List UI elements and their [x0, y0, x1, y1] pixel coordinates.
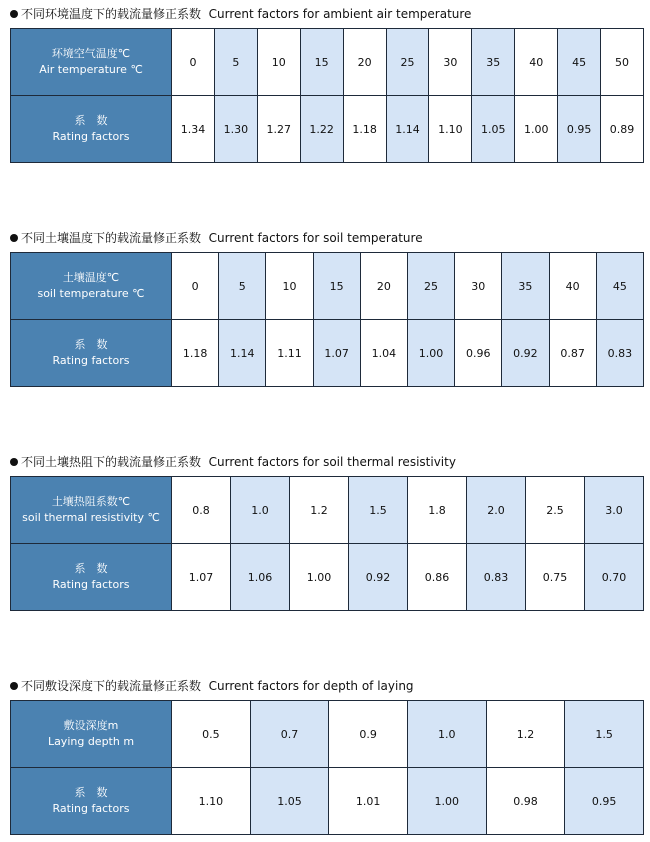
table-cell: 1.34 [172, 96, 215, 163]
table-cell: 0.5 [172, 701, 251, 768]
table-cell: 1.8 [408, 477, 467, 544]
table-cell: 0.83 [596, 320, 643, 387]
row-header-cn: 敷设深度m [63, 719, 119, 732]
table-cell: 1.22 [300, 96, 343, 163]
parameter-row [11, 701, 644, 768]
table-cell: 40 [515, 29, 558, 96]
table-cell: 10 [257, 29, 300, 96]
table-cell: 35 [502, 253, 549, 320]
factor-table-section [10, 5, 644, 163]
table-cell: 0.83 [467, 544, 526, 611]
row-header-cn: 系 数 [74, 786, 108, 799]
table-cell: 15 [313, 253, 360, 320]
factor-table-section [10, 453, 644, 611]
row-header [11, 96, 172, 163]
rating-factor-row [11, 320, 644, 387]
table-cell: 1.27 [257, 96, 300, 163]
table-cell: 50 [601, 29, 644, 96]
table-cell: 2.0 [467, 477, 526, 544]
table-cell: 1.00 [290, 544, 349, 611]
table-cell: 40 [549, 253, 596, 320]
table-cell: 25 [386, 29, 429, 96]
row-header [11, 320, 172, 387]
table-cell: 1.07 [313, 320, 360, 387]
section-title-en: Current factors for ambient air temperature [208, 7, 472, 21]
row-header-cn: 系 数 [74, 338, 108, 351]
section-title-en: Current factors for depth of laying [208, 679, 414, 693]
row-header [11, 29, 172, 96]
section-title-cn: 不同环境温度下的载流量修正系数 [21, 7, 202, 21]
table-cell: 1.5 [349, 477, 408, 544]
section-title-en: Current factors for soil temperature [208, 231, 423, 245]
table-cell: 1.00 [515, 96, 558, 163]
table-cell: 45 [558, 29, 601, 96]
section-title [10, 229, 644, 247]
bullet-icon [10, 682, 18, 690]
rating-factor-row [11, 544, 644, 611]
row-header-cn: 环境空气温度℃ [51, 47, 131, 60]
parameter-row [11, 477, 644, 544]
table-cell: 1.18 [343, 96, 386, 163]
table-cell: 0.96 [455, 320, 502, 387]
row-header-en: Laying depth m [47, 735, 135, 748]
table-cell: 1.2 [290, 477, 349, 544]
table-cell: 1.05 [250, 768, 329, 835]
row-header-en: soil thermal resistivity ℃ [22, 511, 160, 524]
table-cell: 1.10 [429, 96, 472, 163]
table-cell: 5 [219, 253, 266, 320]
table-cell: 1.00 [407, 320, 454, 387]
table-cell: 30 [429, 29, 472, 96]
table-cell: 0 [172, 29, 215, 96]
table-cell: 0.75 [526, 544, 585, 611]
section-title-en: Current factors for soil thermal resistivity [208, 455, 456, 469]
table-cell: 1.0 [231, 477, 290, 544]
row-header [11, 544, 172, 611]
row-header-en: Rating factors [52, 802, 130, 815]
table-cell: 15 [300, 29, 343, 96]
table-cell: 1.11 [266, 320, 313, 387]
parameter-row [11, 29, 644, 96]
section-title [10, 5, 644, 23]
bullet-icon [10, 234, 18, 242]
parameter-row [11, 253, 644, 320]
table-cell: 1.00 [407, 768, 486, 835]
bullet-icon [10, 458, 18, 466]
table-cell: 1.0 [407, 701, 486, 768]
table-cell: 1.06 [231, 544, 290, 611]
table-cell: 0.98 [486, 768, 565, 835]
table-cell: 10 [266, 253, 313, 320]
rating-factor-row [11, 768, 644, 835]
factor-table-section [10, 229, 644, 387]
section-title-cn: 不同敷设深度下的载流量修正系数 [21, 679, 202, 693]
table-cell: 1.10 [172, 768, 251, 835]
bullet-icon [10, 10, 18, 18]
table-cell: 20 [360, 253, 407, 320]
table-cell: 35 [472, 29, 515, 96]
table-cell: 30 [455, 253, 502, 320]
table-cell: 1.05 [472, 96, 515, 163]
row-header-cn: 系 数 [74, 562, 108, 575]
table-cell: 1.2 [486, 701, 565, 768]
table-cell: 0.87 [549, 320, 596, 387]
table-cell: 0.95 [565, 768, 644, 835]
section-title [10, 677, 644, 695]
factor-table [10, 252, 644, 387]
table-cell: 1.14 [386, 96, 429, 163]
row-header-en: Rating factors [52, 130, 130, 143]
row-header-cn: 土壤温度℃ [62, 271, 120, 284]
table-cell: 1.04 [360, 320, 407, 387]
row-header-en: soil temperature ℃ [37, 287, 145, 300]
table-cell: 0.92 [349, 544, 408, 611]
table-cell: 0 [172, 253, 219, 320]
table-cell: 1.18 [172, 320, 219, 387]
factor-table [10, 28, 644, 163]
table-cell: 20 [343, 29, 386, 96]
row-header [11, 701, 172, 768]
table-cell: 1.14 [219, 320, 266, 387]
row-header-cn: 系 数 [74, 114, 108, 127]
table-cell: 0.89 [601, 96, 644, 163]
row-header [11, 477, 172, 544]
section-title [10, 453, 644, 471]
table-cell: 45 [596, 253, 643, 320]
table-cell: 1.01 [329, 768, 408, 835]
table-cell: 0.9 [329, 701, 408, 768]
row-header-en: Rating factors [52, 354, 130, 367]
table-cell: 0.95 [558, 96, 601, 163]
table-cell: 3.0 [585, 477, 644, 544]
row-header-cn: 土壤热阻系数℃ [51, 495, 131, 508]
factor-table [10, 700, 644, 835]
table-cell: 2.5 [526, 477, 585, 544]
table-cell: 25 [407, 253, 454, 320]
row-header-en: Rating factors [52, 578, 130, 591]
section-title-cn: 不同土壤温度下的载流量修正系数 [21, 231, 202, 245]
row-header-en: Air temperature ℃ [39, 63, 143, 76]
table-cell: 0.8 [172, 477, 231, 544]
table-cell: 0.86 [408, 544, 467, 611]
factor-table-section [10, 677, 644, 835]
table-cell: 1.5 [565, 701, 644, 768]
table-cell: 0.7 [250, 701, 329, 768]
table-cell: 0.92 [502, 320, 549, 387]
table-cell: 1.07 [172, 544, 231, 611]
row-header [11, 768, 172, 835]
factor-table [10, 476, 644, 611]
section-title-cn: 不同土壤热阻下的载流量修正系数 [21, 455, 202, 469]
table-cell: 0.70 [585, 544, 644, 611]
table-cell: 1.30 [214, 96, 257, 163]
rating-factor-row [11, 96, 644, 163]
row-header [11, 253, 172, 320]
table-cell: 5 [214, 29, 257, 96]
